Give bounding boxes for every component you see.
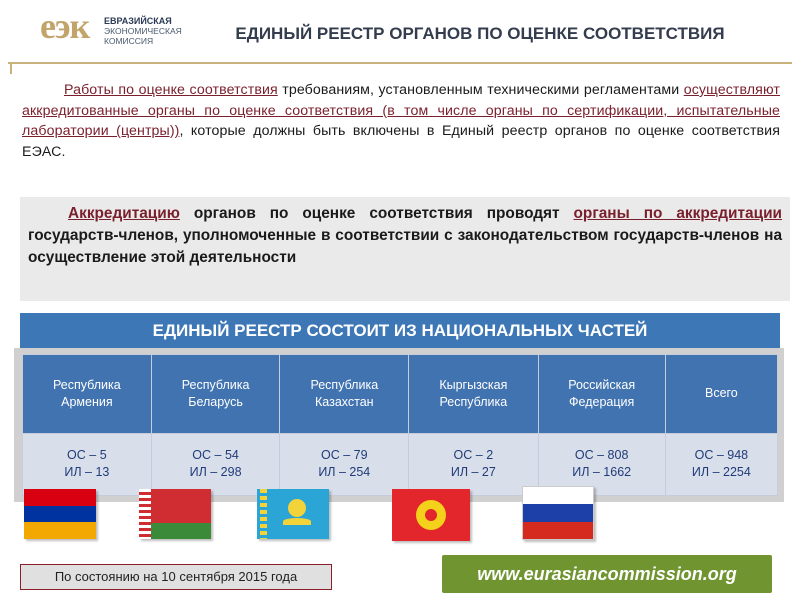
table-header-cell: Всего bbox=[665, 355, 777, 434]
kazakhstan-flag-eagle bbox=[283, 518, 311, 525]
kazakhstan-flag-icon bbox=[257, 489, 329, 539]
table-cell: ОС – 79 ИЛ – 254 bbox=[280, 433, 409, 495]
intro-underlined-2: осуществляют аккредитованные органы по оценке соответствия (в том числе органы по сертификации, испытательные лаборатории (центры)) bbox=[22, 82, 780, 139]
intro-underlined-1: Работы по оценке соответствия bbox=[64, 82, 278, 98]
logo-line-2: ЭКОНОМИЧЕСКАЯ bbox=[104, 26, 182, 36]
armenia-flag-icon bbox=[24, 489, 96, 539]
table-cell: ОС – 808 ИЛ – 1662 bbox=[538, 433, 665, 495]
registry-banner: ЕДИНЫЙ РЕЕСТР СОСТОИТ ИЗ НАЦИОНАЛЬНЫХ ЧАСТЕЙ bbox=[20, 313, 780, 349]
intro-text-2: , которые должны быть включены в Единый реестр органов по оценке соответствия ЕЭАС. bbox=[22, 123, 780, 160]
kazakhstan-flag-sun bbox=[288, 499, 306, 517]
status-date-note: По состоянию на 10 сентября 2015 года bbox=[20, 564, 332, 590]
eec-logo bbox=[40, 6, 180, 56]
accreditation-text-2: государств-членов, уполномоченные в соответствии с законодательством государств-членов на осуществление этой деятельности bbox=[28, 227, 782, 266]
kyrgyzstan-flag-ring bbox=[423, 507, 439, 523]
russia-flag-stripe bbox=[523, 504, 593, 521]
accreditation-underlined-2: органы по аккредитации bbox=[573, 205, 782, 222]
page-title: ЕДИНЫЙ РЕЕСТР ОРГАНОВ ПО ОЦЕНКЕ СООТВЕТСТВИЯ bbox=[235, 24, 725, 43]
logo-mark: еэк bbox=[40, 6, 90, 46]
table-cell: ОС – 54 ИЛ – 298 bbox=[151, 433, 280, 495]
russia-flag-stripe bbox=[523, 487, 593, 504]
russia-flag-stripe bbox=[523, 522, 593, 539]
logo-text bbox=[104, 16, 182, 46]
table-cell: ОС – 5 ИЛ – 13 bbox=[23, 433, 152, 495]
table-header-cell: Российская Федерация bbox=[538, 355, 665, 434]
header-left-rule bbox=[10, 62, 12, 74]
logo-line-3: КОМИССИЯ bbox=[104, 36, 154, 46]
header-divider bbox=[8, 62, 792, 72]
intro-text-1: требованиям, установленным техническими регламентами bbox=[277, 82, 684, 98]
accreditation-text-1: органов по оценке соответствия проводят bbox=[179, 205, 574, 222]
armenia-flag-stripe bbox=[24, 506, 96, 523]
kazakhstan-flag-ornament bbox=[260, 489, 267, 539]
belarus-flag-icon bbox=[139, 489, 211, 539]
table-header-cell: Республика Беларусь bbox=[151, 355, 280, 434]
table-header-cell: Кыргызская Республика bbox=[409, 355, 538, 434]
armenia-flag-stripe bbox=[24, 522, 96, 539]
armenia-flag-stripe bbox=[24, 489, 96, 506]
table-cell: ОС – 2 ИЛ – 27 bbox=[409, 433, 538, 495]
table-row bbox=[23, 433, 778, 495]
accreditation-box bbox=[20, 197, 790, 301]
accreditation-underlined-1: Аккредитацию bbox=[68, 205, 180, 222]
table-header-cell: Республика Армения bbox=[23, 355, 152, 434]
belarus-flag-ornament bbox=[139, 489, 151, 539]
logo-line-1: ЕВРАЗИЙСКАЯ bbox=[104, 16, 172, 26]
kyrgyzstan-flag-icon bbox=[392, 489, 470, 541]
intro-paragraph bbox=[22, 80, 780, 162]
table-cell: ОС – 948 ИЛ – 2254 bbox=[665, 433, 777, 495]
table-header-row bbox=[23, 355, 778, 434]
website-link[interactable]: www.eurasiancommission.org bbox=[442, 555, 772, 593]
russia-flag-icon bbox=[522, 486, 594, 540]
registry-table bbox=[22, 354, 778, 496]
table-header-cell: Республика Казахстан bbox=[280, 355, 409, 434]
